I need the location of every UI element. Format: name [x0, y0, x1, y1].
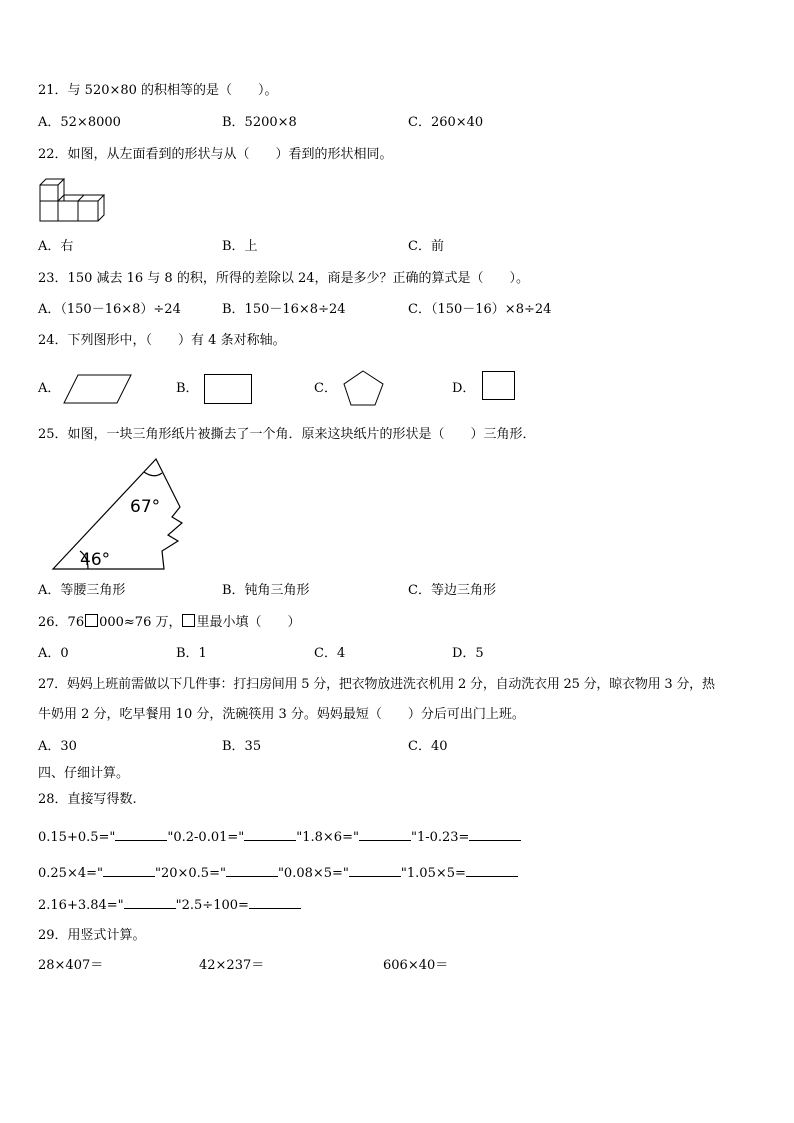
q22-option-b: B．上	[222, 239, 258, 254]
q25-angle-top-label: 67°	[130, 497, 161, 517]
q28-answer-blank[interactable]	[244, 828, 296, 841]
q28-expr: "1.05×5=	[400, 866, 466, 881]
q28-expr: "1.8×6="	[296, 830, 359, 845]
q28-expr: 0.25×4="	[38, 866, 103, 881]
q27-stem-line2: 牛奶用 2 分，吃早餐用 10 分，洗碗筷用 3 分。妈妈最短（ ）分后可出门上班。	[38, 707, 525, 722]
q22-option-c: C．前	[408, 239, 444, 254]
q27-option-a: A．30	[38, 739, 77, 754]
q28-expr: 2.16+3.84="	[38, 898, 124, 913]
q23-option-a: A．（150－16×8）÷24	[38, 302, 181, 317]
q28-expr: "0.08×5="	[277, 866, 349, 881]
q28-expr: "2.5÷100=	[175, 898, 249, 913]
q28-row-2	[38, 864, 518, 882]
q28-answer-blank[interactable]	[115, 828, 167, 841]
q28-answer-blank[interactable]	[103, 864, 155, 877]
q28-row-1	[38, 828, 521, 846]
q22-stem: 22．如图，从左面看到的形状与从（ ）看到的形状相同。	[38, 147, 393, 162]
q26-stem-part1: 26．76	[38, 615, 85, 630]
q24-option-b-label: B．	[176, 381, 199, 396]
q24-square-shape	[482, 371, 516, 401]
q23-option-b: B．150－16×8÷24	[222, 302, 346, 317]
q26-option-c: C．4	[314, 646, 346, 661]
q24-option-c-label: C．	[314, 381, 337, 396]
q25-angle-left-label: 46°	[80, 550, 111, 570]
q28-expr: "20×0.5="	[154, 866, 226, 881]
q26-blank-box-ref	[182, 614, 195, 627]
q22-option-a: A．右	[38, 239, 74, 254]
q23-option-c: C．（150－16）×8÷24	[408, 302, 552, 317]
q21-option-c: C．260×40	[408, 115, 484, 130]
q29-item-2: 42×237＝	[199, 958, 265, 973]
q24-parallelogram-shape	[64, 374, 132, 404]
q25-torn-triangle-figure	[50, 457, 190, 572]
q29-item-3: 606×40＝	[383, 958, 449, 973]
q28-answer-blank[interactable]	[249, 896, 301, 909]
q26-blank-box	[85, 614, 98, 627]
q28-answer-blank[interactable]	[226, 864, 278, 877]
q23-stem: 23．150 减去 16 与 8 的积，所得的差除以 24，商是多少？正确的算式是（ ）。	[38, 271, 530, 286]
q22-cubes-figure	[38, 177, 112, 223]
q24-option-d-label: D．	[452, 381, 476, 396]
q28-answer-blank[interactable]	[469, 828, 521, 841]
q28-answer-blank[interactable]	[466, 864, 518, 877]
q21-option-b: B．5200×8	[222, 115, 297, 130]
q25-option-b: B．钝角三角形	[222, 583, 310, 598]
q25-stem: 25．如图，一块三角形纸片被撕去了一个角．原来这块纸片的形状是（ ）三角形．	[38, 427, 536, 442]
q28-answer-blank[interactable]	[349, 864, 401, 877]
q27-option-b: B．35	[222, 739, 262, 754]
q24-rectangle-shape	[204, 374, 252, 404]
q27-option-c: C．40	[408, 739, 448, 754]
q28-row-3	[38, 896, 301, 914]
q29-item-1: 28×407＝	[38, 958, 104, 973]
q28-expr: 0.15+0.5="	[38, 830, 116, 845]
q28-answer-blank[interactable]	[124, 896, 176, 909]
section-4-title: 四、仔细计算。	[38, 766, 130, 781]
q24-pentagon-shape	[343, 370, 385, 406]
q26-stem-part2: 000≈76 万，	[99, 615, 182, 630]
q29-stem: 29．用竖式计算。	[38, 928, 146, 943]
q26-option-a: A．0	[38, 646, 69, 661]
q24-option-a-label: A．	[38, 381, 61, 396]
q28-answer-blank[interactable]	[359, 828, 411, 841]
q25-option-a: A．等腰三角形	[38, 583, 126, 598]
q28-stem: 28．直接写得数.	[38, 792, 137, 807]
q24-stem: 24．下列图形中，（ ）有 4 条对称轴。	[38, 333, 286, 348]
q26-option-b: B．1	[176, 646, 207, 661]
q26-stem	[38, 614, 301, 631]
q26-stem-part3: 里最小填（ ）	[196, 615, 301, 630]
q26-option-d: D．5	[452, 646, 484, 661]
q28-expr: "1-0.23=	[410, 830, 470, 845]
q21-option-a: A．52×8000	[38, 115, 121, 130]
q28-expr: "0.2-0.01="	[167, 830, 245, 845]
q25-option-c: C．等边三角形	[408, 583, 496, 598]
q27-stem-line1: 27．妈妈上班前需做以下几件事：打扫房间用 5 分，把衣物放进洗衣机用 2 分，自动洗衣用 25 分，晾衣物用 3 分，热	[38, 677, 715, 692]
q21-stem: 21．与 520×80 的积相等的是（ ）。	[38, 83, 278, 98]
